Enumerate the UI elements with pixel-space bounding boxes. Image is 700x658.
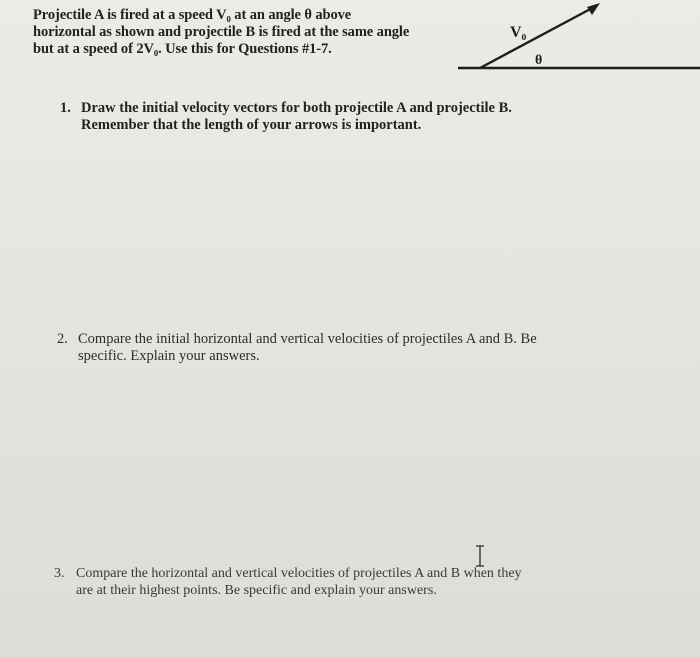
launch-angle-diagram xyxy=(450,0,700,80)
question-number: 1. xyxy=(60,100,71,116)
question-text: Draw the initial velocity vectors for both projectile A and projectile B. xyxy=(81,100,512,116)
question-text: Remember that the length of your arrows is important. xyxy=(81,117,422,133)
question-text: specific. Explain your answers. xyxy=(78,348,260,364)
question-number: 3. xyxy=(54,566,65,581)
intro-line: horizontal as shown and projectile B is fired at the same angle xyxy=(33,24,410,40)
question-number: 2. xyxy=(57,331,68,347)
question-1 xyxy=(60,100,512,134)
intro-line: but at a speed of 2V₀. Use this for Questions #1-7. xyxy=(33,41,332,57)
angle-label: θ xyxy=(535,53,543,68)
velocity-label: V₀ xyxy=(510,24,527,41)
question-text: are at their highest points. Be specific and explain your answers. xyxy=(76,583,437,598)
intro-paragraph xyxy=(33,7,463,58)
question-text: Compare the horizontal and vertical velocities of projectiles A and B when they xyxy=(76,566,522,581)
question-2 xyxy=(57,331,537,365)
intro-line: Projectile A is fired at a speed V₀ at an angle θ above xyxy=(33,7,352,23)
question-text: Compare the initial horizontal and vertical velocities of projectiles A and B. Be xyxy=(78,331,537,347)
question-3 xyxy=(54,565,522,599)
text-cursor-icon xyxy=(474,545,486,567)
velocity-arrowhead xyxy=(587,3,600,15)
